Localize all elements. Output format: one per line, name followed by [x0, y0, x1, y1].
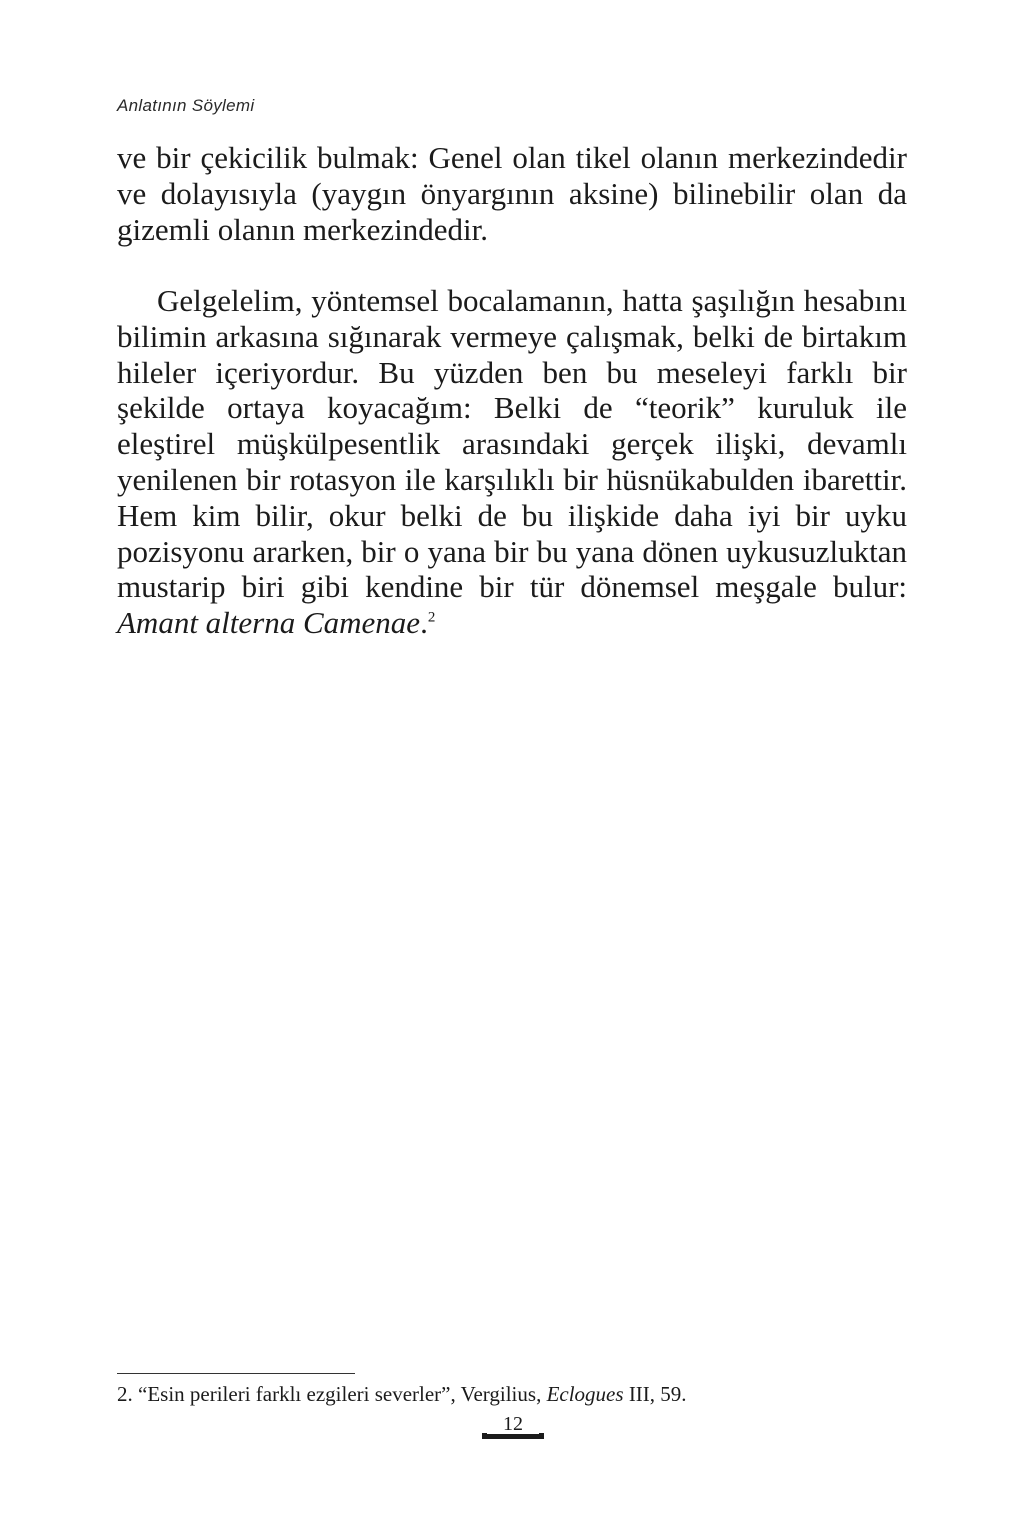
page-number-bracket — [482, 1433, 544, 1439]
footnote-divider — [117, 1373, 355, 1374]
footnote — [117, 1381, 687, 1407]
footnote-reference[interactable]: 2 — [427, 609, 436, 626]
latin-quote: Amant alterna Camenae — [117, 605, 421, 641]
body-paragraph-1: ve bir çekicilik bulmak: Genel olan tikel olanın merkezindedir ve dolayısıyla (yaygın önyargının aksine) bilinebilir olan da gizemli olanın merkezindedir. — [117, 140, 907, 247]
footnote-lead: 2. “Esin perileri farklı ezgileri severler”, Vergilius, — [117, 1382, 547, 1406]
paragraph-2-period: . — [420, 605, 428, 641]
footnote-tail: III, 59. — [623, 1382, 687, 1406]
running-title: Anlatının Söylemi — [117, 96, 255, 115]
footnote-work-title: Eclogues — [546, 1382, 624, 1406]
paragraph-2-text: Gelgelelim, yöntemsel bocalamanın, hatta şaşılığın hesabını bilimin arkasına sığınarak vermeye çalışmak, belki de birtakım hileler içeriyordur. Bu yüzden ben bu meseleyi farklı bir şekilde ortaya koyacağım: Belki de “teorik” kuruluk ile eleştirel müşkülpesentlik arasındaki gerçek ilişki, devamlı yenilenen bir rotasyon ile karşılıklı bir hüsnükabulden ibarettir. Hem kim bilir, okur belki de bu ilişkide daha iyi bir uyku pozisyonu ararken, bir o yana bir bu yana dönen uykusuzluktan mustarip biri gibi kendine bir tür dönemsel meşgale bulur: — [117, 283, 907, 605]
body-paragraph-2 — [117, 283, 907, 641]
page-number: 12 — [503, 1413, 523, 1435]
